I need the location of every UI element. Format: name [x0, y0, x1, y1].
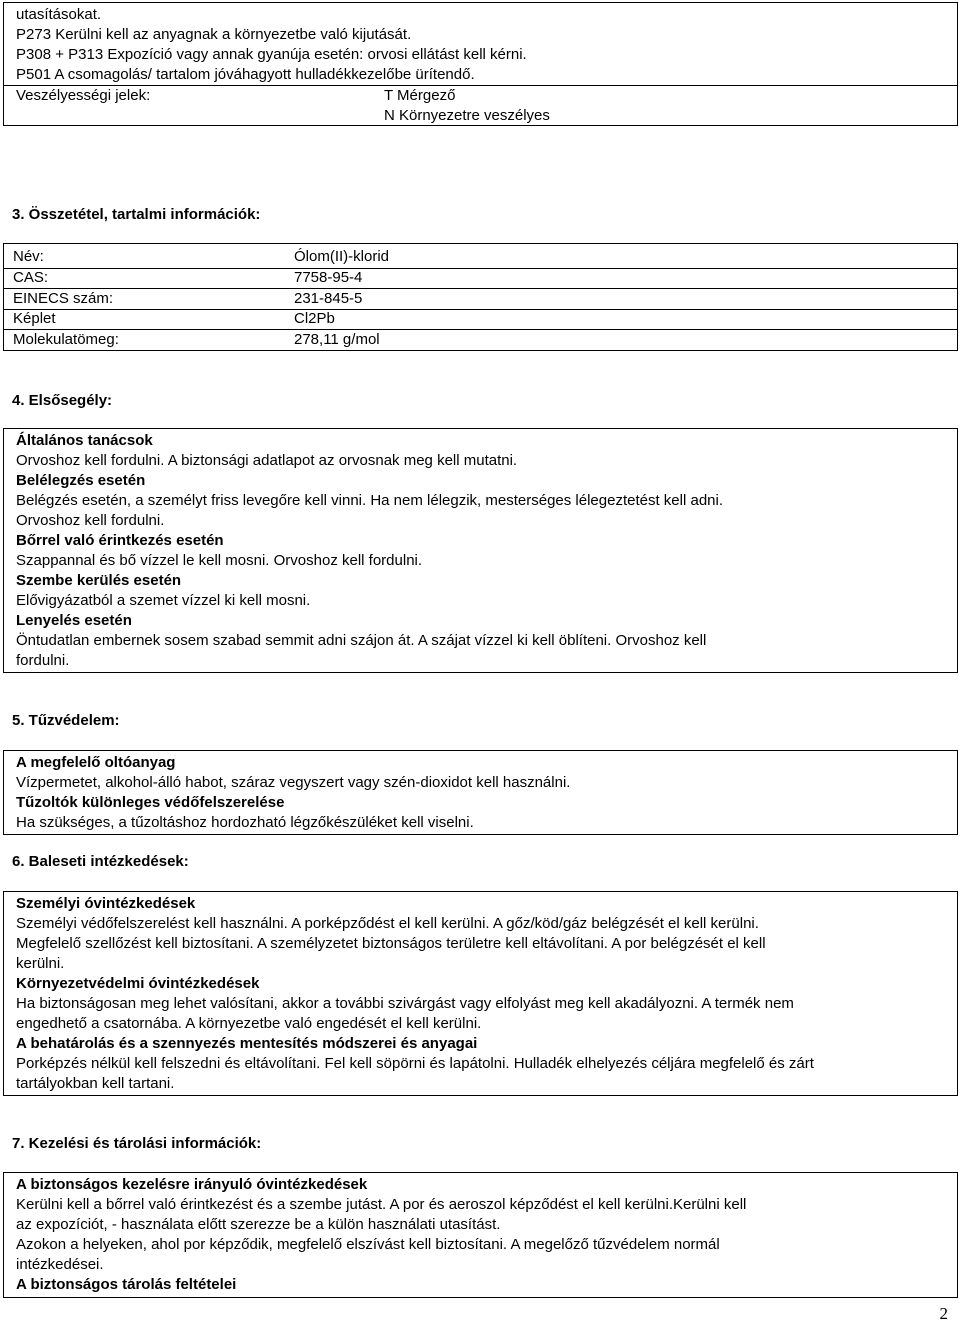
first-aid-line: Belélegzés esetén [16, 472, 146, 489]
top-line: P501 A csomagolás/ tartalom jóváhagyott hulladékkezelőbe ürítendő. [16, 66, 475, 83]
firefighting-line: Tűzoltók különleges védőfelszerelése [16, 794, 285, 811]
accidental-release-line: tartályokban kell tartani. [16, 1075, 175, 1092]
composition-label: Molekulatömeg: [13, 331, 119, 348]
accidental-release-line: engedhető a csatornába. A környezetbe való engedését el kell kerülni. [16, 1015, 482, 1032]
composition-table [3, 243, 958, 351]
composition-value: 7758-95-4 [294, 269, 363, 286]
handling-storage-box [3, 1172, 958, 1298]
section-6-title: 6. Baleseti intézkedések: [12, 853, 189, 870]
accidental-release-line: Megfelelő szellőzést kell biztosítani. A személyzetet biztonságos területre kell eltávolítani. A por belégzését el kell [16, 935, 766, 952]
firefighting-box [3, 750, 958, 835]
first-aid-line: Orvoshoz kell fordulni. [16, 512, 165, 529]
section-5-title: 5. Tűzvédelem: [12, 712, 120, 729]
accidental-release-line: Porképzés nélkül kell felszedni és eltávolítani. Fel kell söpörni és lapátolni. Hulladék elhelyezés céljára megfelelő és zárt [16, 1055, 814, 1072]
hazard-symbol: N Környezetre veszélyes [384, 107, 550, 124]
accidental-release-line: A behatárolás és a szennyezés mentesítés módszerei és anyagai [16, 1035, 478, 1052]
accidental-release-line: Környezetvédelmi óvintézkedések [16, 975, 260, 992]
firefighting-line: A megfelelő oltóanyag [16, 754, 176, 771]
hazard-label: Veszélyességi jelek: [16, 87, 151, 104]
first-aid-line: Belégzés esetén, a személyt friss levegőre kell vinni. Ha nem lélegzik, mesterséges lélegeztetést kell adni. [16, 492, 724, 509]
composition-value: Ólom(II)-klorid [294, 248, 390, 265]
section-7-title: 7. Kezelési és tárolási információk: [12, 1135, 262, 1152]
handling-storage-line: A biztonságos kezelésre irányuló óvintézkedések [16, 1176, 368, 1193]
handling-storage-line: intézkedései. [16, 1256, 104, 1273]
section-4-title: 4. Elsősegély: [12, 392, 113, 409]
composition-label: EINECS szám: [13, 290, 114, 307]
first-aid-line: Öntudatlan embernek sosem szabad semmit adni szájon át. A szájat vízzel ki kell öblíteni. Orvoshoz kell [16, 632, 707, 649]
first-aid-line: fordulni. [16, 652, 70, 669]
divider [4, 268, 957, 269]
first-aid-box [3, 428, 958, 673]
composition-value: 231-845-5 [294, 290, 363, 307]
first-aid-line: Lenyelés esetén [16, 612, 132, 629]
accidental-release-line: Személyi óvintézkedések [16, 895, 196, 912]
first-aid-line: Általános tanácsok [16, 432, 153, 449]
composition-label: Név: [13, 248, 44, 265]
first-aid-line: Szembe kerülés esetén [16, 572, 182, 589]
firefighting-line: Ha szükséges, a tűzoltáshoz hordozható légzőkészüléket kell viselni. [16, 814, 474, 831]
divider [4, 288, 957, 289]
top-line: P308 + P313 Expozíció vagy annak gyanúja esetén: orvosi ellátást kell kérni. [16, 46, 527, 63]
divider [4, 329, 957, 330]
handling-storage-line: A biztonságos tárolás feltételei [16, 1276, 237, 1293]
section-3-title: 3. Összetétel, tartalmi információk: [12, 206, 261, 223]
accidental-release-line: Ha biztonságosan meg lehet valósítani, akkor a további szivárgást vagy elfolyást meg kell akadályozni. A termék nem [16, 995, 794, 1012]
firefighting-line: Vízpermetet, alkohol-álló habot, száraz vegyszert vagy szén-dioxidot kell használni. [16, 774, 571, 791]
page-number: 2 [939, 1304, 948, 1323]
top-line: P273 Kerülni kell az anyagnak a környezetbe való kijutását. [16, 26, 412, 43]
first-aid-line: Szappannal és bő vízzel le kell mosni. Orvoshoz kell fordulni. [16, 552, 423, 569]
handling-storage-line: Kerülni kell a bőrrel való érintkezést és a szembe jutást. A por és aeroszol képződést el kell kerülni.Kerülni kell [16, 1196, 747, 1213]
handling-storage-line: az expozíciót, - használata előtt szerezze be a külön használati utasítást. [16, 1216, 501, 1233]
accidental-release-line: kerülni. [16, 955, 65, 972]
composition-label: Képlet [13, 310, 56, 327]
top-line: utasításokat. [16, 6, 102, 23]
composition-value: 278,11 g/mol [294, 331, 380, 348]
first-aid-line: Orvoshoz kell fordulni. A biztonsági adatlapot az orvosnak meg kell mutatni. [16, 452, 518, 469]
first-aid-line: Elővigyázatból a szemet vízzel ki kell mosni. [16, 592, 311, 609]
divider [4, 309, 957, 310]
hazard-symbol: T Mérgező [384, 87, 456, 104]
accidental-release-line: Személyi védőfelszerelést kell használni. A porképződést el kell kerülni. A gőz/köd/gáz belégzését el kell kerülni. [16, 915, 759, 932]
handling-storage-line: Azokon a helyeken, ahol por képződik, megfelelő elszívást kell biztosítani. A megelőző tűzvédelem normál [16, 1236, 720, 1253]
precautionary-box [3, 2, 958, 126]
composition-value: Cl2Pb [294, 310, 335, 327]
composition-label: CAS: [13, 269, 49, 286]
accidental-release-box [3, 891, 958, 1096]
first-aid-line: Bőrrel való érintkezés esetén [16, 532, 224, 549]
